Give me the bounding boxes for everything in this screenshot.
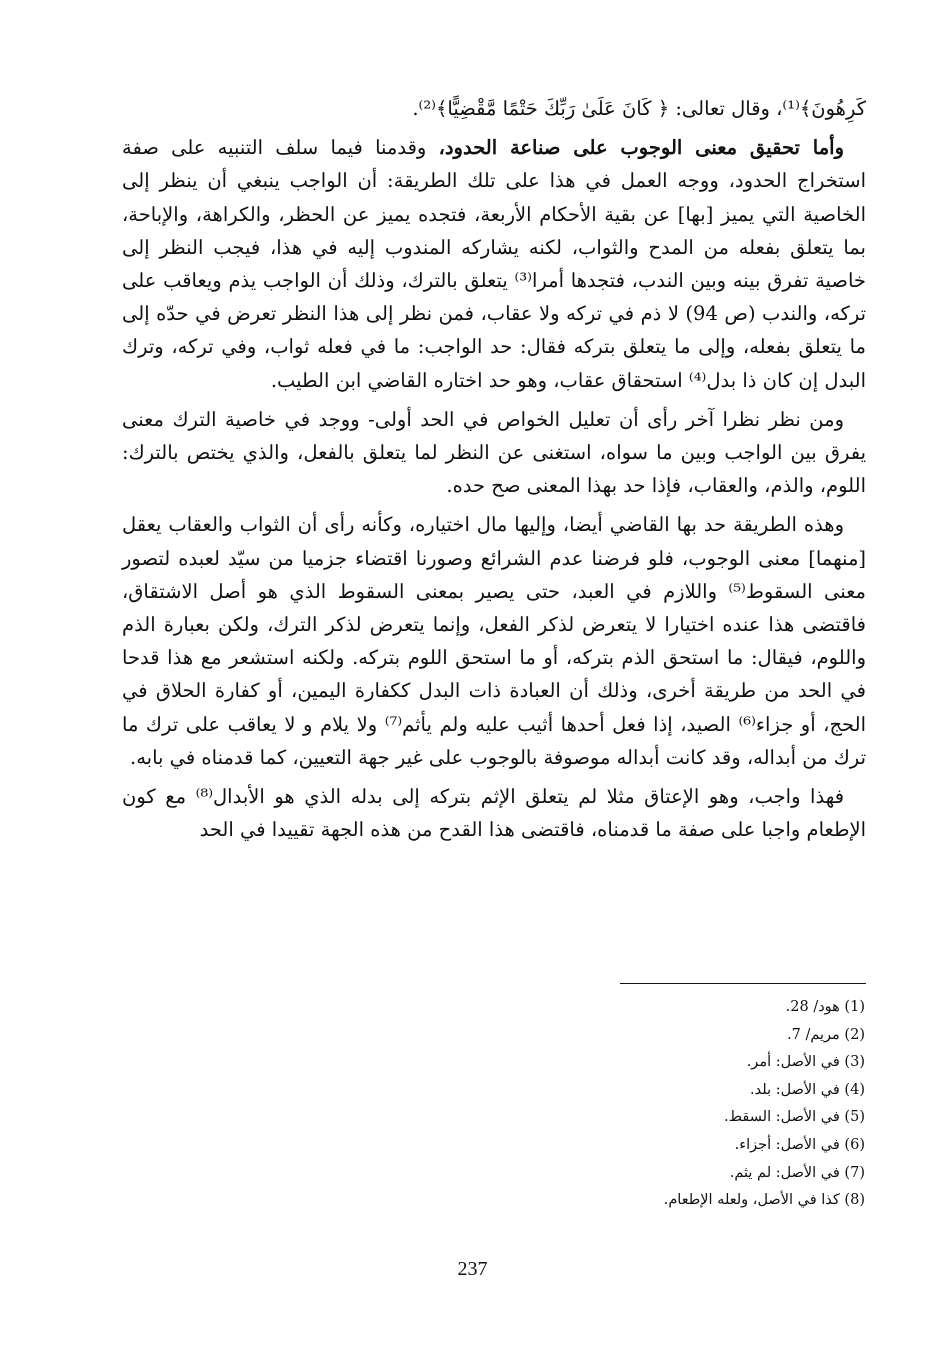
paragraph-conclusion [122,780,866,846]
paragraph-definition [122,131,866,397]
footnote-item: (7) في الأصل: لم يثم. [729,1164,865,1181]
paragraph-other-view [122,403,866,503]
footnote-item: (5) في الأصل: السقط. [724,1109,865,1126]
paragraph-text: كَرِهُونَ﴾⁽¹⁾، وقال تعالى: ﴿ كَانَ عَلَىٰ رَبِّكَ حَتْمًا مَّقْضِيًّا﴾⁽²⁾. [412,97,866,120]
footnote-item: (3) في الأصل: أمر. [746,1054,865,1071]
footnote-item: (2) مريم/ 7. [787,1026,865,1043]
paragraph-text: ومن نظر نظرا آخر رأى أن تعليل الخواص في الحد أولى- ووجد في خاصية الترك معنى يفرق بين الواجب وبين ما سواه، استغنى عن النظر لما يتعلق بالفعل، والذي يختص بالترك: اللوم، والذم، والعقاب، فإذا حد بهذا المعنى صح حده. [122,407,866,498]
paragraph-text: وقدمنا فيما سلف التنبيه على صفة استخراج الحدود، ووجه العمل في هذا على تلك الطريقة: أن الواجب ينبغي أن ينظر إلى الخاصية التي يميز [بها] عن بقية الأحكام الأربعة، فتجده يميز عن الحظر، والكراهة، والإباحة، بما يتعلق بفعله من المدح والثواب، لكنه يشاركه المندوب إليه في هذا، فيجب النظر إلى خاصية تفرق بينه وبين الندب، فتجدها أمرا⁽³⁾ يتعلق بالترك، وذلك أن الواجب يذم ويعاقب على تركه، والندب (ص 94) لا ذم في تركه ولا عقاب، فمن نظر إلى هذا النظر تعرض في حدّه إلى ما يتعلق بفعله، وإلى ما يتعلق بتركه فقال: حد الواجب: ما في فعله ثواب، وفي تركه، وترك البدل إن كان ذا بدل⁽⁴⁾ استحقاق عقاب، وهو حد اختاره القاضي ابن الطيب. [122,136,867,392]
footnote-item: (6) في الأصل: أجزاء. [734,1136,865,1153]
footnote-item: (4) في الأصل: بلد. [750,1081,865,1098]
main-text [122,92,866,852]
footnote-item: (1) هود/ 28. [785,999,865,1015]
footnote-item: (8) كذا في الأصل، ولعله الإطعام. [663,1192,865,1209]
footnote-separator [620,983,866,984]
footnotes [565,994,865,1215]
paragraph-qadi-method [122,508,866,774]
paragraph-text: وهذه الطريقة حد بها القاضي أيضا، وإليها مال اختياره، وكأنه رأى أن الثواب والعقاب يعقل [منهما] معنى الوجوب، فلو فرضنا عدم الشرائع وصورنا اقتضاء جزميا من سيّد لعبده لتصور معنى السقوط⁽⁵⁾ واللازم في العبد، حتى يصير بمعنى السقوط الذي هو أصل الاشتقاق، فاقتضى هذا عنده اختيارا لا يتعرض لذكر الفعل، وإنما يتعرض لذكر الترك، ولكن بعبارة الذم واللوم، فيقال: ما استحق الذم بتركه، أو ما استحق اللوم بتركه. ولكنه استشعر مع هذا قدحا في الحد من طريقة أخرى، وذلك أن العبادة ذات البدل ككفارة اليمين، أو كفارة الحلاق في الحج، أو جزاء⁽⁶⁾ الصيد، إذا فعل أحدها أثيب عليه ولم يأثم⁽⁷⁾ ولا يلام و لا يعاقب على ترك ما ترك من أبداله، وقد كانت أبداله موصوفة بالوجوب على غير جهة التعيين، كما قدمناه في بابه. [122,513,866,769]
paragraph-lead-bold: وأما تحقيق معنى الوجوب على صناعة الحدود، [438,136,844,160]
paragraph-verse-continuation [122,92,866,125]
paragraph-text: فهذا واجب، وهو الإعتاق مثلا لم يتعلق الإثم بتركه إلى بدله الذي هو الأبدال⁽⁸⁾ مع كون الإطعام واجبا على صفة ما قدمناه، فاقتضى هذا القدح من هذه الجهة تقييدا في الحد [122,785,866,842]
page-number: 237 [457,1258,488,1280]
